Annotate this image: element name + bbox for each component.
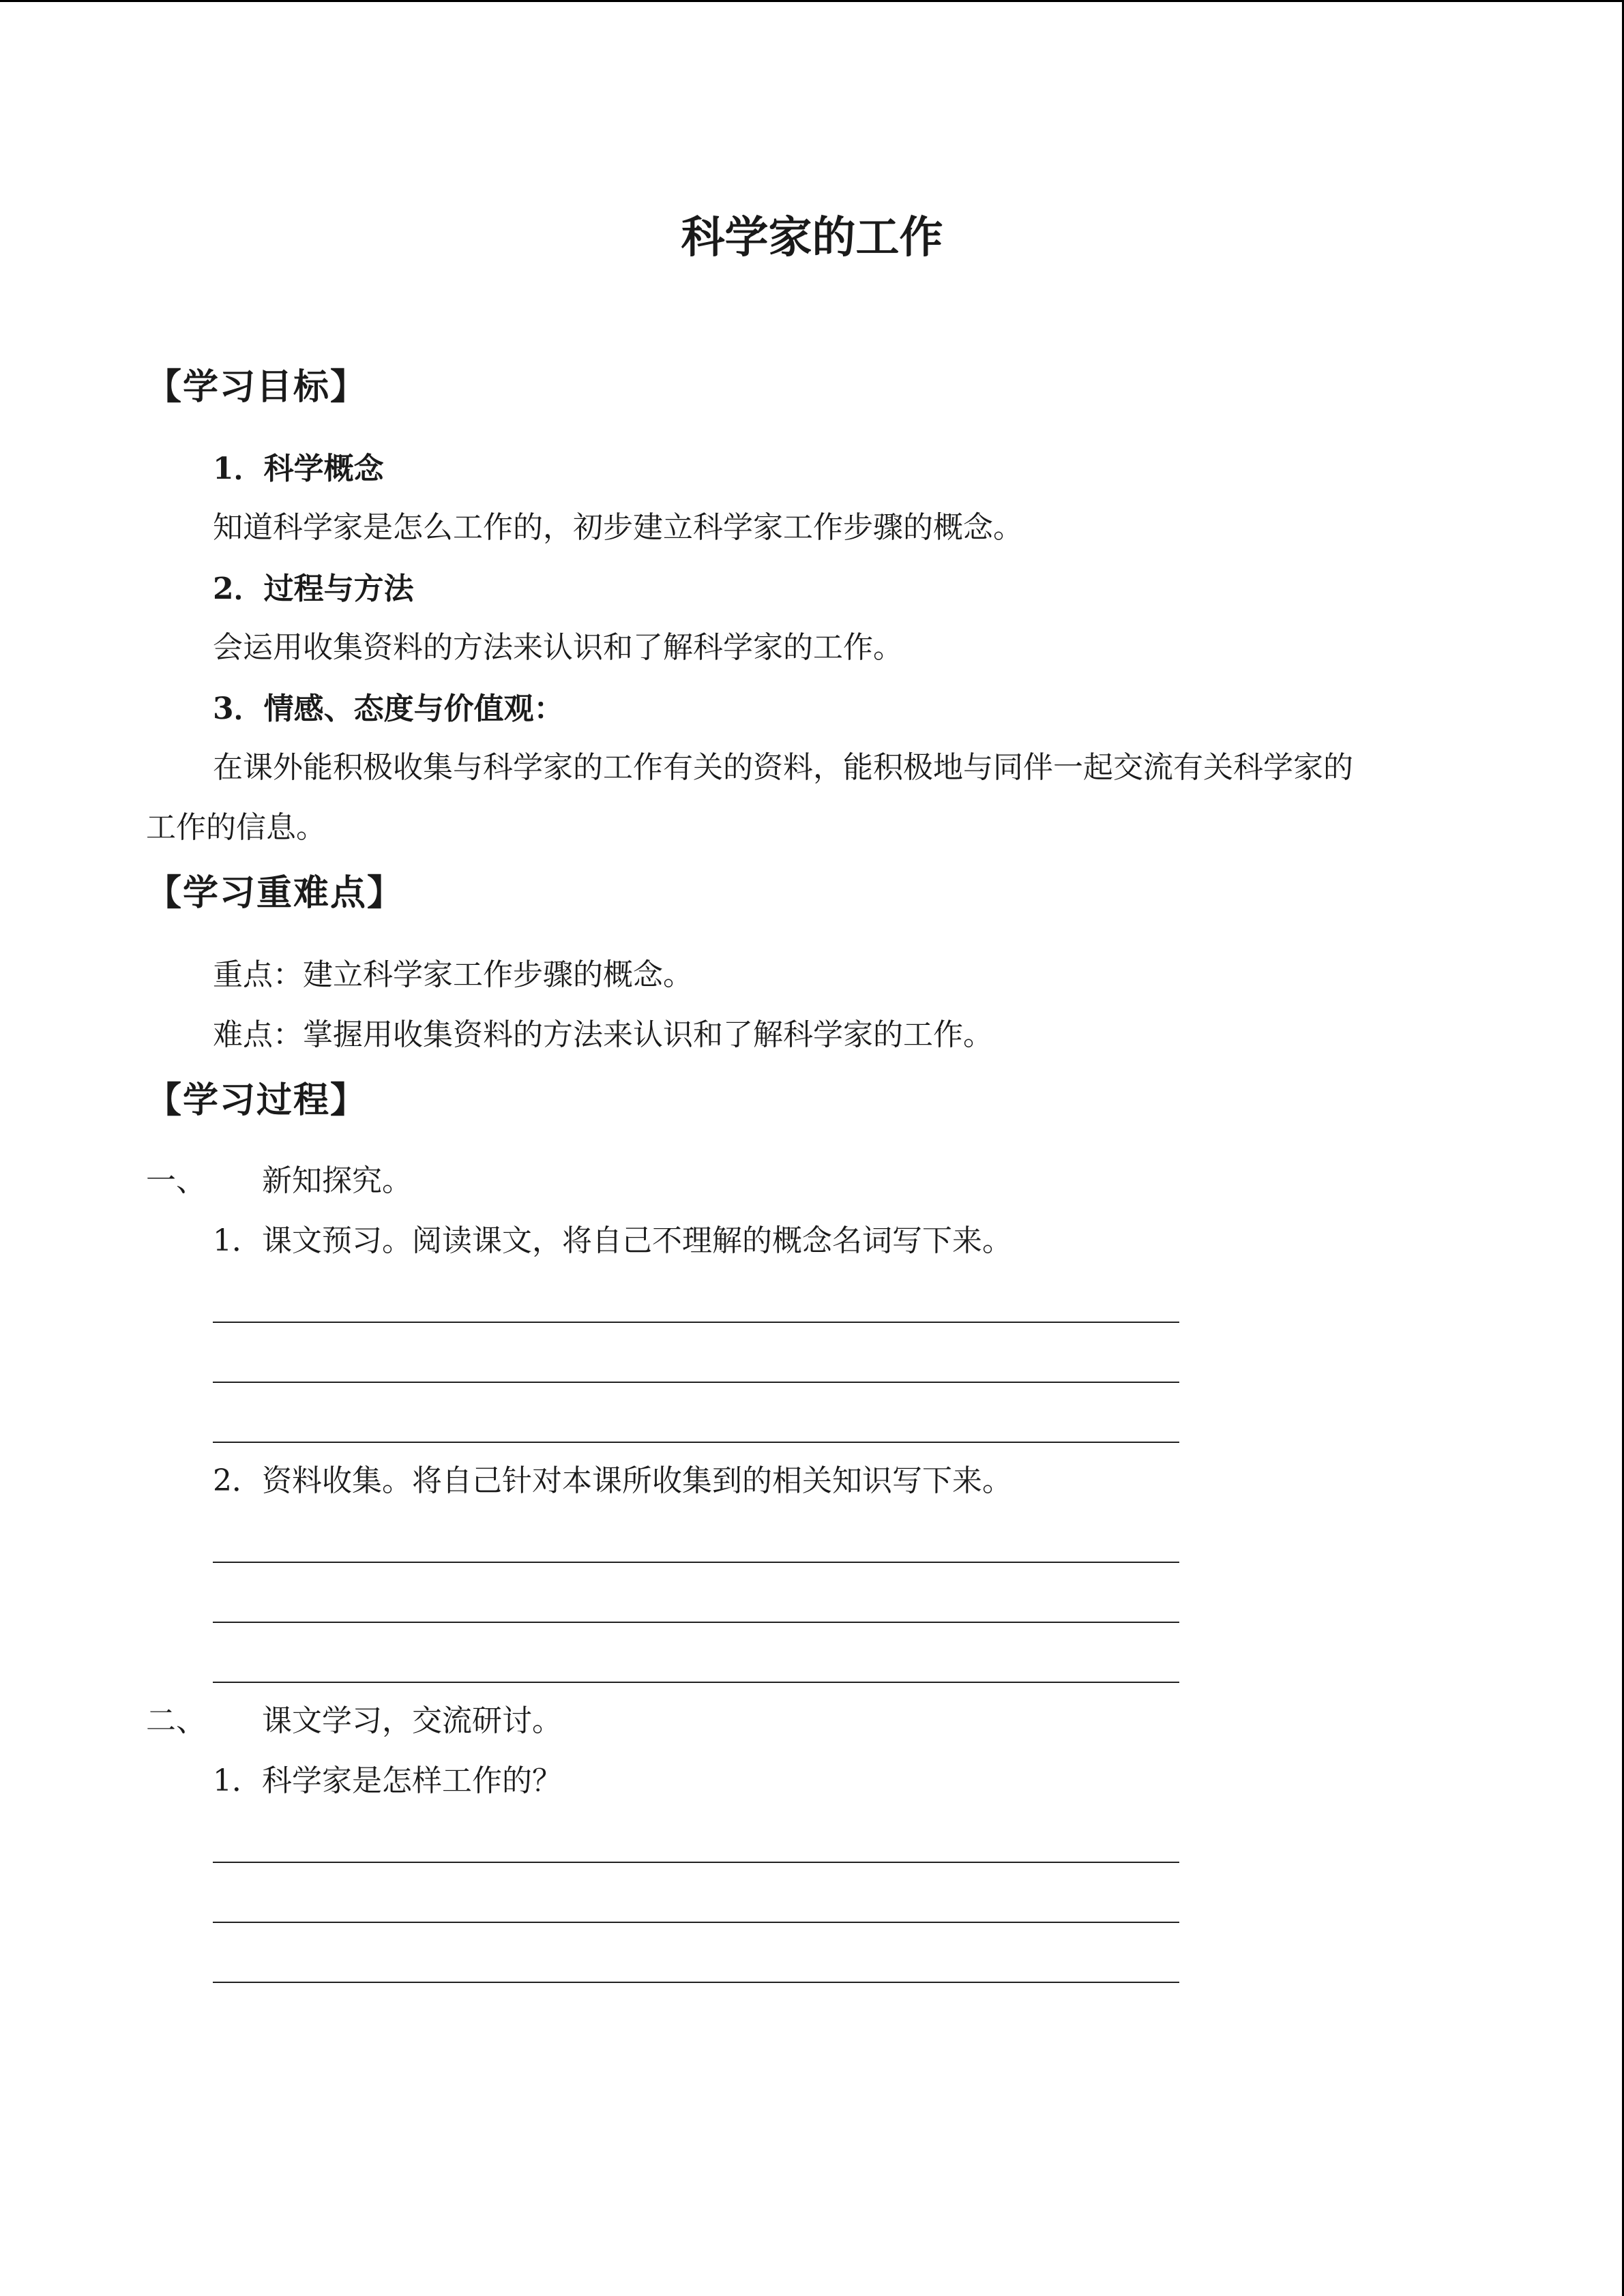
answer-line[interactable] [213,1322,1179,1323]
objective-3-text-line2: 工作的信息。 [146,810,326,845]
answer-line[interactable] [213,1862,1179,1863]
objective-1-title: 1．科学概念 [213,451,384,486]
part-1-number: 一、 [146,1163,206,1198]
document-title: 科学家的工作 [681,212,943,263]
objective-2-title: 2．过程与方法 [213,571,414,606]
objective-3-title: 3．情感、态度与价值观： [213,691,564,726]
answer-line[interactable] [213,1922,1179,1923]
objective-3-text-line1: 在课外能积极收集与科学家的工作有关的资料，能积极地与同伴一起交流有关科学家的 [213,750,1353,785]
answer-line[interactable] [213,1562,1179,1563]
difficult-point-text: 难点：掌握用收集资料的方法来认识和了解科学家的工作。 [213,1017,993,1052]
answer-line[interactable] [213,1382,1179,1383]
objective-2-text: 会运用收集资料的方法来认识和了解科学家的工作。 [213,630,903,665]
answer-line[interactable] [213,1982,1179,1983]
part-1-title: 新知探究。 [262,1163,412,1198]
key-point-text: 重点：建立科学家工作步骤的概念。 [213,957,693,992]
part-2-title: 课文学习，交流研讨。 [262,1703,562,1738]
key-points-heading: 【学习重难点】 [146,872,404,914]
answer-line[interactable] [213,1622,1179,1623]
part-1-question-1: 1．课文预习。阅读课文，将自己不理解的概念名词写下来。 [213,1223,1012,1258]
part-2-question-1: 1．科学家是怎样工作的？ [213,1763,562,1798]
answer-line[interactable] [213,1682,1179,1683]
process-heading: 【学习过程】 [146,1079,368,1121]
objectives-heading: 【学习目标】 [146,366,368,408]
part-1-question-2: 2．资料收集。将自己针对本课所收集到的相关知识写下来。 [213,1463,1012,1498]
page-top-border [0,0,1624,2]
part-2-number: 二、 [146,1703,206,1738]
objective-1-text: 知道科学家是怎么工作的，初步建立科学家工作步骤的概念。 [213,510,1023,545]
answer-line[interactable] [213,1442,1179,1443]
